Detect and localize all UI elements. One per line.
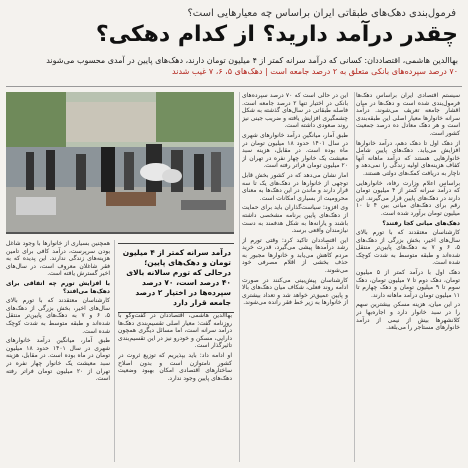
column-divider <box>239 92 240 462</box>
paragraph: کارشناسان پیش‌بینی می‌کنند در صورت ادامه روند فعلی، شکاف میان دهک‌های بالا و پایین عمیق‌تر خواهد شد و تعداد بیشتری از خانوارها به زیر خط فقر رانده می‌شوند. <box>242 276 348 307</box>
paragraph: این اقتصاددان تاکید کرد: وقتی تورم از رشد درآمدها پیشی می‌گیرد، قدرت خرید مردم کاهش می‌یابد و خانوارها مجبور به حذف بخشی از اقلام مصرفی خود می‌شوند. <box>242 236 348 275</box>
pull-quote: درآمد سرانه کمتر از ۴ میلیون تومان و دهک‌های پایین؛ درحالی که تورم سالانه بالای ۴۰ درصد است، ۷۰ درصد سپرده‌ها در اختیار ۲ درصد جامعه قرار دارد <box>118 243 234 313</box>
article-column-3 <box>118 312 232 462</box>
street-market-photo <box>6 92 234 232</box>
article-column-1 <box>356 92 460 462</box>
column-divider <box>114 240 115 462</box>
header-divider <box>6 86 462 87</box>
subheading: دهک‌های میانی کجا رفتند؟ <box>382 219 460 227</box>
paragraph: کارشناسان معتقدند که با تورم بالای سال‌های اخیر، بخش بزرگی از دهک‌های ۵، ۶ و ۷ به دهک‌های پایین‌تر منتقل شده‌اند و طبقه متوسط به شدت کوچک شده است. <box>356 229 460 267</box>
article-column-2 <box>242 92 348 462</box>
article-lead <box>10 55 458 77</box>
paragraph: این در حالی است که ۷۰ درصد سپرده‌های بانکی در اختیار تنها ۲ درصد جامعه است. فاصله طبقاتی در سال‌های گذشته به شکل چشمگیری افزایش یافته و ضریب جینی نیز روند صعودی داشته است. <box>242 92 348 130</box>
paragraph: براساس اعلام وزارت رفاه، خانوارهایی که درآمد سرانه کمتر از ۴ میلیون تومان دارند در دهک‌های پایین قرار می‌گیرند. این رقم برای دهک‌های میانی بین ۴ تا ۱۰ میلیون تومان برآورد شده است. <box>356 179 460 217</box>
subheading: با افزایش تورم چه اتفاقی برای دهک‌ها می‌افتد؟ <box>6 279 110 295</box>
paragraph: امار نشان می‌دهد که در کشور بخش قابل توجهی از خانوارها در دهک‌های یک تا سه قرار دارند و ماندن در این دهک‌ها به معنای محرومیت از بسیاری امکانات است. <box>242 171 348 202</box>
lead-line-1: بها‌الدین هاشمی، اقتصاددان: کسانی که درآمد سرانه کمتر از ۴ میلیون تومان دارند، دهک‌های پایین در آمدی محسوب می‌شوند <box>46 56 458 65</box>
paragraph: سیستم اقتصادی ایران براساس دهک‌ها فرمول‌بندی شده است و دهک‌ها در میان اقشار جامعه تعریف می‌شوند. درآمد سرانه خانوارها معیار اصلی این طبقه‌بندی است و هر دهک معادل ده درصد جمعیت کشور است. <box>356 92 460 137</box>
paragraph: کارشناسان معتقدند که با تورم بالای سال‌های اخیر، بخش بزرگی از دهک‌های ۵، ۶ و ۷ به دهک‌های پایین‌تر منتقل شده‌اند و طبقه متوسط به شدت کوچک شده است. <box>6 297 110 335</box>
paragraph: وی افزود: سیاست‌گذاران باید برای حمایت از دهک‌های پایین برنامه مشخصی داشته باشند و یارانه‌ها به شکل هدفمند به دست نیازمندان واقعی برسد. <box>242 204 348 235</box>
paragraph: در این میان، هزینه مسکن بیشترین سهم را در سبد خانوار دارد و اجاره‌بها در کلانشهرها بیش از نیمی از درآمد خانوارهای مستاجر را می‌بلعد. <box>356 301 460 332</box>
paragraph: همچنین بسیاری از خانوارها با وجود شاغل بودن سرپرست، درآمد کافی برای تامین هزینه‌های زندگی ندارند. این پدیده که به فقر شاغلان معروف است، در سال‌های اخیر گسترش یافته است. <box>6 240 110 278</box>
article-kicker: فرمول‌بندی دهک‌های طبقاتی ایران براساس چه معیارهایی است؟ <box>187 8 456 19</box>
lead-line-2: ۷۰ درصد سپرده‌های بانکی متعلق به ۲ درصد جامعه است | دهک‌های ۵، ۶، ۷ غیب شدند <box>172 67 458 76</box>
paragraph: بها‌الدین هاشمی، اقتصاددان در گفت‌وگو با روزنامه گفت: معیار اصلی تقسیم‌بندی دهک‌ها درآمد سرانه است، اما مسائل دیگری همچون دارایی، مسکن و خودرو نیز در این تقسیم‌بندی تاثیرگذار است. <box>118 312 232 350</box>
paragraph: از دهک اول تا دهک دهم، درآمد خانوارها افزایش می‌یابد. دهک‌های پایین شامل خانوارهایی هستند که درآمد ماهانه آنها کفاف هزینه‌های اولیه زندگی را نمی‌دهد و ناچار به دریافت کمک‌های دولتی هستند. <box>356 139 460 177</box>
paragraph: طبق آمار، میانگین درآمد خانوارهای شهری در سال ۱۴۰۱ حدود ۱۸ میلیون تومان در ماه بوده است. در مقابل، هزینه سبد معیشت یک خانوار چهار نفره در تهران از ۲۰ میلیون تومان فراتر رفته است. <box>242 131 348 170</box>
paragraph: طبق آمار، میانگین درآمد خانوارهای شهری در سال ۱۴۰۱ حدود ۱۸ میلیون تومان در ماه بوده است. در مقابل، هزینه سبد معیشت یک خانوار چهار نفره در تهران از ۲۰ میلیون تومان فراتر رفته است. <box>6 337 110 383</box>
photo-divider <box>6 232 234 234</box>
article-headline: چقدر درآمد دارید؟ از کدام دهکی؟ <box>95 22 458 47</box>
column-divider <box>354 92 355 462</box>
paragraph: او ادامه داد: باید بپذیریم که توزیع ثروت در کشور نامتوازن است و بدون اصلاح ساختارهای اقتصادی امکان بهبود وضعیت دهک‌های پایین وجود ندارد. <box>118 351 232 382</box>
paragraph: دهک اول با درآمد کمتر از ۵ میلیون تومان، دهک دوم تا ۷ میلیون تومان، دهک سوم تا ۹ میلیون تومان و دهک چهارم تا ۱۱ میلیون تومان درآمد ماهانه دارند. <box>356 269 460 299</box>
article-column-4 <box>6 240 110 462</box>
